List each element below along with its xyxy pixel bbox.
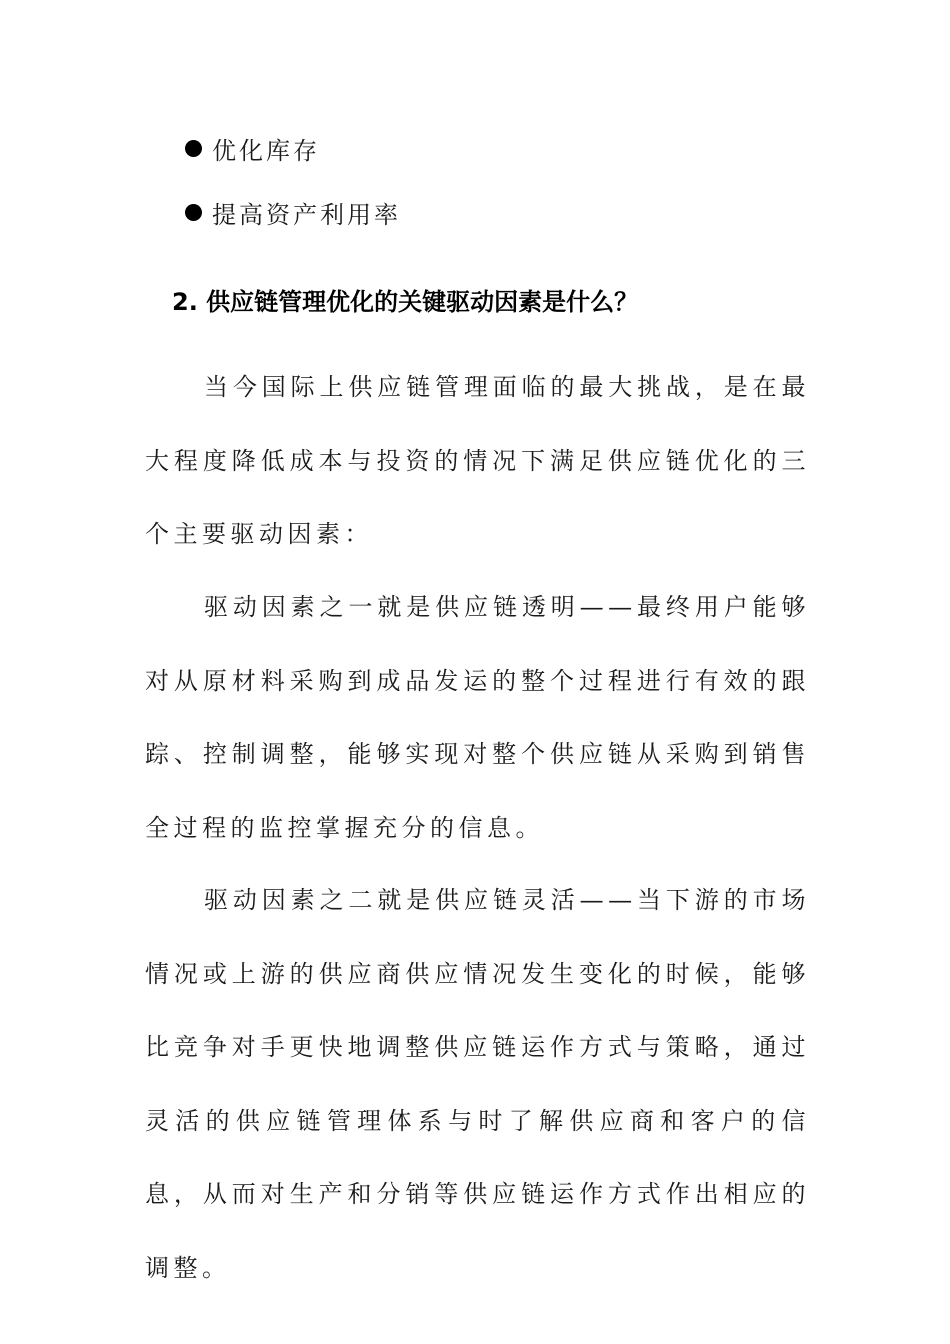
paragraph: 驱动因素之一就是供应链透明——最终用户能够对从原材料采购到成品发运的整个过程进行有效的跟踪、控制调整，能够实现对整个供应链从采购到销售全过程的监控掌握充分的信息。 bbox=[145, 593, 810, 842]
paragraph: 驱动因素之二就是供应链灵活——当下游的市场情况或上游的供应商供应情况发生变化的时候，能够比竞争对手更快地调整供应链运作方式与策略，通过灵活的供应链管理体系与时了解供应商和客户的信息，从而对生产和分销等供应链运作方式作出相应的调整。 bbox=[145, 886, 810, 1282]
bullet-item bbox=[185, 128, 320, 168]
bullet-dot-icon bbox=[185, 204, 202, 221]
bullet-item bbox=[185, 192, 401, 232]
bullet-text: 优化库存 bbox=[212, 136, 320, 165]
bullet-text: 提高资产利用率 bbox=[212, 200, 401, 229]
section-heading: 2. 供应链管理优化的关键驱动因素是什么？ bbox=[172, 288, 639, 316]
bullet-dot-icon bbox=[185, 140, 202, 157]
paragraph: 当今国际上供应链管理面临的最大挑战，是在最大程度降低成本与投资的情况下满足供应链优化的三个主要驱动因素： bbox=[145, 373, 810, 548]
